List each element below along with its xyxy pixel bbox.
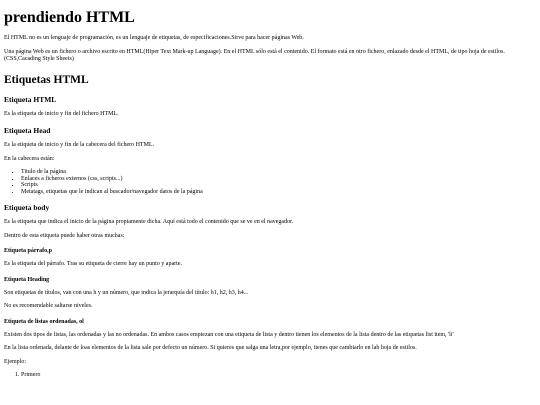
paragraph-etiqueta-parrafo: Es la etiqueta del párrafo. Tras su etiqueta de cierre hay un punto y aparte. [4, 261, 182, 267]
subheading-etiqueta-head: Etiqueta Head [4, 126, 51, 135]
subheading-etiqueta-heading: Etiqueta Heading [4, 276, 50, 283]
list-item: • Enlaces a ficheros externos (css, scripts...) [21, 176, 536, 183]
head-contents-list [4, 169, 536, 195]
paragraph-etiqueta-body: Es la etiqueta que indica el inicio de la página propiamente dicha. Aquí está todo el contenido que se ve en el navegador. [4, 219, 294, 225]
intro-paragraph-1: El HTML no es un lenguaje de programación, es un lenguaje de etiquetas, de especificaciones.Sirve para hacer páginas Web. [4, 35, 304, 41]
paragraph-etiqueta-head: Es la etiqueta de inicio y fin de la cabecera del fichero HTML. [4, 142, 155, 148]
paragraph-head-list-intro: En la cabecera están: [4, 155, 55, 162]
document-page [4, 0, 536, 386]
list-item: • Metatags, etiquetas que le indican al buscador/navegador datos de la página [21, 189, 536, 196]
list-item: • Scripts [21, 182, 536, 189]
paragraph-etiqueta-heading-2: No es recomendable saltarse niveles. [4, 303, 93, 309]
subheading-etiqueta-parrafo: Etiqueta párrafo,p [4, 248, 52, 254]
intro-paragraph-2: Una página Web es un fichero o archivo escrito en HTML(Hiper Text Mark-up Language). En el HTML sólo está el contenido. El formato está en otro fichero, enlazado desde el HTML, de tipo hoja de estilos.(CSS,Cacading Style Sheets) [4, 48, 505, 62]
subheading-etiqueta-html: Etiqueta HTML [4, 94, 57, 104]
paragraph-etiqueta-html: Es la etiqueta de inicio y fin del fichero HTML. [4, 110, 119, 117]
list-item: • Titulo de la página [21, 169, 536, 176]
section-heading-etiquetas: Etiquetas HTML [4, 73, 89, 86]
example-ordered-list [4, 372, 536, 379]
paragraph-ejemplo: Ejemplo: [4, 358, 26, 365]
paragraph-etiqueta-ol: Existen dos tipos de listas, las ordenadas y las no ordenadas. En ambos casos empiezan con una etiqueta de lista y dentro tienen los elementos de la lista dentro de las etiquetas list item, 'li' [4, 331, 454, 338]
paragraph-etiqueta-heading: Son etiquetas de títulos, van con una h y un número, que indica la jerarquía del título: h1, h2, h3, h4... [4, 289, 249, 296]
paragraph-etiqueta-body-2: Dentro de esta etiqueta puede haber otras muchas: [4, 232, 125, 239]
page-title: prendiendo HTML [4, 9, 135, 26]
paragraph-etiqueta-ol-2: En la lista ordenada, delante de loas elementos de la lista sale por defecto un número. Si quieres que salga una letra,por ejemplo, tienes que cambiarlo en lab hoja de estilos. [4, 345, 417, 351]
list-item: 1. Primero [21, 372, 536, 379]
subheading-etiqueta-ol: Etiqueta de listas ordenadas, ol [4, 318, 84, 325]
subheading-etiqueta-body: Etiqueta body [4, 203, 50, 212]
